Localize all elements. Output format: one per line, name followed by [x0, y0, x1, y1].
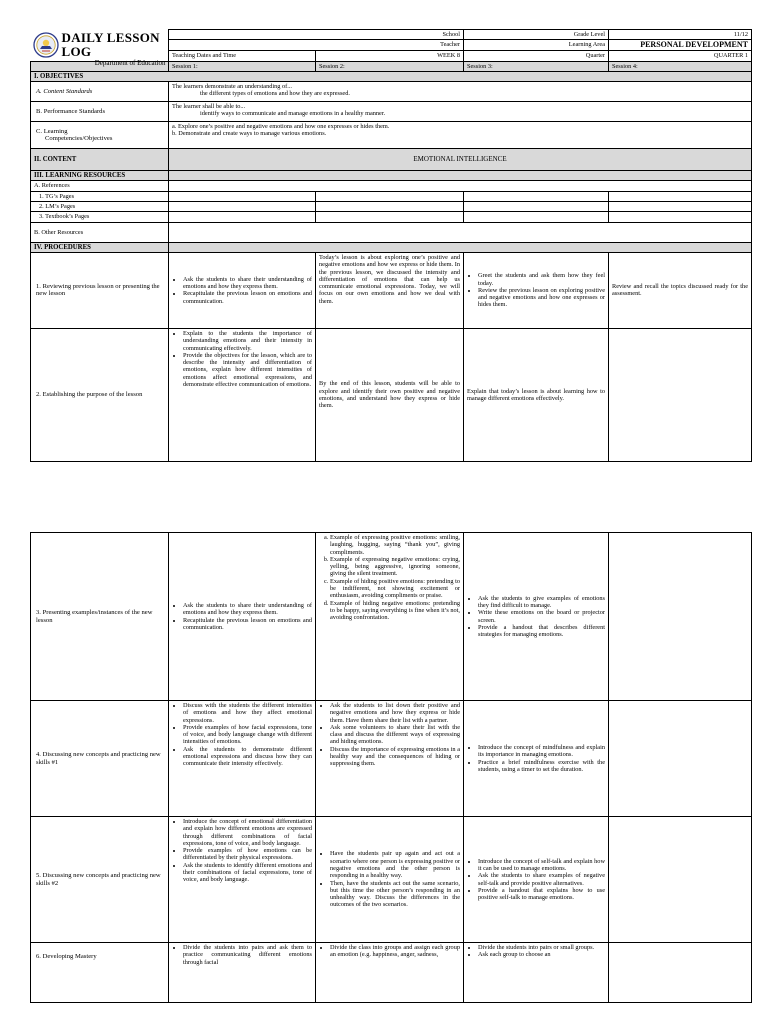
tg-pages-s1 [169, 191, 316, 201]
procedure-3-session-1 [169, 533, 316, 701]
list-item: • Greet the students and ask them how they feel today. [478, 272, 605, 287]
procedure-2-session-4 [609, 328, 752, 461]
list-item: b. Example of expressing negative emotions: crying, yelling, being aggressive, ignoring someone, giving the silent treatment. [330, 556, 460, 578]
list-item: • Recapitulate the previous lesson on emotions and communication. [183, 617, 312, 632]
list-item: • Ask each group to choose an [478, 951, 605, 958]
list-item: • Then, have the students act out the same scenario, but this time the other person’s responding in an unhealthy way. Discuss the differences in the outcomes of the two scenarios. [330, 880, 460, 909]
list-item: • Provide examples of how facial expressions, tone of voice, and body language change with different intensities of emotions. [183, 724, 312, 746]
procedure-2-label: 2. Establishing the purpose of the lesson [31, 328, 169, 461]
grade-level-value: 11/12 [609, 30, 752, 40]
week-value: WEEK 8 [316, 51, 464, 61]
competency-b: b. Demonstrate and create ways to manage various emotions. [172, 130, 327, 138]
procedure-5-label: 5. Discussing new concepts and practicing new skills #2 [31, 817, 169, 943]
other-resources-value [169, 222, 752, 242]
references-value [169, 181, 752, 191]
list-item: • Provide a handout that explains how to use positive self-talk to manage emotions. [478, 887, 605, 902]
list-item: • Practice a brief mindfulness exercise with the students, using a timer to set the duration. [478, 759, 605, 774]
references-label: A. References [31, 181, 169, 191]
list-item: • Ask the students to share their understanding of emotions and how they express them. [183, 602, 312, 617]
list-item: • Provide the objectives for the lesson, which are to describe the intensity and differentiation of emotions, explain how different intensities of emotions affect emotional expressions, and demonstrate effective communication of emotions. [183, 352, 312, 388]
list-item: • Discuss with the students the different intensities of emotions and how they affect emotional expressions. [183, 702, 312, 724]
deped-seal-icon [33, 32, 59, 58]
competency-a: a. Explore one’s positive and negative emotions and how one expresses or hides them. [172, 123, 390, 131]
content-standards-line-2: the different types of emotions and how they are expressed. [200, 90, 350, 98]
objectives-heading: I. OBJECTIVES [31, 71, 752, 81]
lm-pages-s4 [609, 202, 752, 212]
lesson-log-table-1 [30, 29, 752, 462]
list-item: a. Example of expressing positive emotions: smiling, laughing, hugging, saying “thank you”, giving compliments. [330, 534, 460, 556]
lm-pages-s3 [464, 202, 609, 212]
list-item: • Introduce the concept of emotional differentiation and explain how different emotions are expressed through different combinations of facial expressions, tone of voice, and body language. [183, 818, 312, 847]
list-item: • Provide examples of how emotions can be differentiated by their physical expressions. [183, 847, 312, 862]
list-item: • Write these emotions on the board or projector screen. [478, 609, 605, 624]
procedure-4-label: 4. Discussing new concepts and practicing new skills #1 [31, 701, 169, 817]
procedure-2-session-2: By the end of this lesson, students will be able to explore and identify their own positive and negative emotions, and understand how they express or hide them. [316, 328, 464, 461]
list-item: • Introduce the concept of self-talk and explain how it can be used to manage emotions. [478, 858, 605, 873]
procedure-4-session-1 [169, 701, 316, 817]
list-item: c. Example of hiding positive emotions: pretending to be indifferent, not showing excitement or enthusiasm, avoiding compliments or praise. [330, 578, 460, 600]
content-standards-label: A. Content Standards [31, 82, 169, 102]
procedure-1-session-1 [169, 252, 316, 328]
procedure-5-session-4 [609, 817, 752, 943]
procedure-3-label: 3. Presenting examples/instances of the new lesson [31, 533, 169, 701]
list-item: • Review the previous lesson on exploring positive and negative emotions and how one expresses or hides them. [478, 287, 605, 309]
session-2-heading: Session 2: [316, 61, 464, 71]
quarter-label: Quarter [464, 51, 609, 61]
procedure-1-session-4: Review and recall the topics discussed ready for the assessment. [609, 252, 752, 328]
list-item: • Ask the students to list down their positive and negative emotions and how they express or hide them. Have them share their list with a partner. [330, 702, 460, 724]
session-1-heading: Session 1: [169, 61, 316, 71]
competencies-label-line-1: C. Learning [36, 127, 68, 135]
textbook-pages-s3 [464, 212, 609, 222]
textbook-pages-s2 [316, 212, 464, 222]
competencies-text [169, 122, 752, 149]
list-item: • Have the students pair up again and act out a scenario where one person is expressing positive or negative emotions and the other person is responding in a healthy way. [330, 850, 460, 879]
learning-area-value: PERSONAL DEVELOPMENT [609, 40, 752, 51]
list-item: • Ask the students to share examples of negative self-talk and provide positive alternatives. [478, 872, 605, 887]
procedure-3-session-4 [609, 533, 752, 701]
list-item: • Introduce the concept of mindfulness and explain its importance in managing emotions. [478, 744, 605, 759]
content-heading: II. CONTENT [31, 149, 169, 171]
lesson-log-page-1 [30, 29, 751, 470]
list-item: • Divide the class into groups and assign each group an emotion (e.g. happiness, anger, sadness, [330, 944, 460, 959]
textbook-pages-s1 [169, 212, 316, 222]
header-brand [31, 29, 169, 67]
lesson-log-page-2 [30, 532, 751, 1002]
procedure-6-label: 6. Developing Mastery [31, 943, 169, 1003]
other-resources-label: B. Other Resources [31, 222, 169, 242]
lm-pages-s2 [316, 202, 464, 212]
content-value: EMOTIONAL INTELLIGENCE [169, 149, 752, 171]
competencies-label-line-2: Competencies/Objectives [45, 135, 113, 143]
session-3-heading: Session 3: [464, 61, 609, 71]
procedure-1-session-2: Today’s lesson is about exploring one’s positive and negative emotions and how we express or hide them. In the previous lesson, we discussed the intensity and differentiation of emotions that can help us communicate emotional expressions. Today, we will focus on our own emotions and how we deal with them. [316, 252, 464, 328]
list-item: • Ask some volunteers to share their list with the class and discuss the different ways of expressing and hiding emotions. [330, 724, 460, 746]
school-label: School [169, 30, 464, 40]
procedure-6-session-3 [464, 943, 609, 1003]
quarter-value: QUARTER 1 [609, 51, 752, 61]
procedures-heading: IV. PROCEDURES [31, 242, 169, 252]
tg-pages-s4 [609, 191, 752, 201]
resources-heading: III. LEARNING RESOURCES [31, 171, 169, 181]
performance-standards-line-1: The learner shall be able to... [172, 103, 246, 111]
tg-pages-s2 [316, 191, 464, 201]
lm-pages-s1 [169, 202, 316, 212]
lesson-log-table-2 [30, 532, 752, 1003]
procedure-1-label: 1. Reviewing previous lesson or presenting the new lesson [31, 252, 169, 328]
list-item: • Ask the students to share their understanding of emotions and how they express them. [183, 276, 312, 291]
performance-standards-text [169, 102, 752, 122]
procedure-3-session-3 [464, 533, 609, 701]
tg-pages-s3 [464, 191, 609, 201]
procedure-4-session-4 [609, 701, 752, 817]
department-name: Department of Education [94, 58, 166, 67]
procedure-5-session-3 [464, 817, 609, 943]
page-title: DAILY LESSON LOG [61, 29, 160, 59]
list-item: d. Example of hiding negative emotions: pretending to be happy, saying everything is fine when it’s not, avoiding confrontation. [330, 600, 460, 622]
competencies-label [31, 122, 169, 149]
list-item: • Divide the students into pairs and ask them to practice communicating different emotions through facial [183, 944, 312, 966]
procedure-4-session-2 [316, 701, 464, 817]
resources-heading-fill [169, 171, 752, 181]
grade-level-label: Grade Level [464, 30, 609, 40]
procedure-2-session-3: Explain that today’s lesson is about learning how to manage different emotions effectively. [464, 328, 609, 461]
procedure-1-session-3 [464, 252, 609, 328]
procedure-3-session-2 [316, 533, 464, 701]
learning-area-label: Learning Area [464, 40, 609, 51]
procedure-5-session-1 [169, 817, 316, 943]
textbook-pages-s4 [609, 212, 752, 222]
content-standards-text [169, 82, 752, 102]
teaching-dates-label: Teaching Dates and Time [169, 51, 316, 61]
list-item: • Ask the students to demonstrate different emotional expressions and discuss how they can communicate their intensity effectively. [183, 746, 312, 768]
textbook-pages-label: 3. Textbook’s Pages [31, 212, 169, 222]
list-item: • Recapitulate the previous lesson on emotions and communication. [183, 290, 312, 305]
content-standards-line-1: The learners demonstrate an understanding of... [172, 83, 292, 91]
list-item: • Explain to the students the importance of understanding emotions and their intensity in communicating effectively. [183, 330, 312, 352]
teacher-label: Teacher [169, 40, 464, 51]
procedure-5-session-2 [316, 817, 464, 943]
list-item: • Ask the students to give examples of emotions they find difficult to manage. [478, 595, 605, 610]
procedure-2-session-1 [169, 328, 316, 461]
tg-pages-label: 1. TG’s Pages [31, 191, 169, 201]
procedure-6-session-4 [609, 943, 752, 1003]
lm-pages-label: 2. LM’s Pages [31, 202, 169, 212]
session-4-heading: Session 4: [609, 61, 752, 71]
list-item: • Discuss the importance of expressing emotions in a healthy way and the consequences of hiding or suppressing them. [330, 746, 460, 768]
list-item: • Ask the students to identify different emotions and their combinations of facial expressions, tone of voice, and body language. [183, 862, 312, 884]
list-item: • Provide a handout that describes different strategies for managing emotions. [478, 624, 605, 639]
performance-standards-label: B. Performance Standards [31, 102, 169, 122]
list-item: • Divide the students into pairs or small groups. [478, 944, 605, 951]
procedure-6-session-1 [169, 943, 316, 1003]
performance-standards-line-2: identify ways to communicate and manage emotions in a healthy manner. [200, 110, 386, 118]
procedure-6-session-2 [316, 943, 464, 1003]
procedures-heading-fill [169, 242, 752, 252]
procedure-4-session-3 [464, 701, 609, 817]
